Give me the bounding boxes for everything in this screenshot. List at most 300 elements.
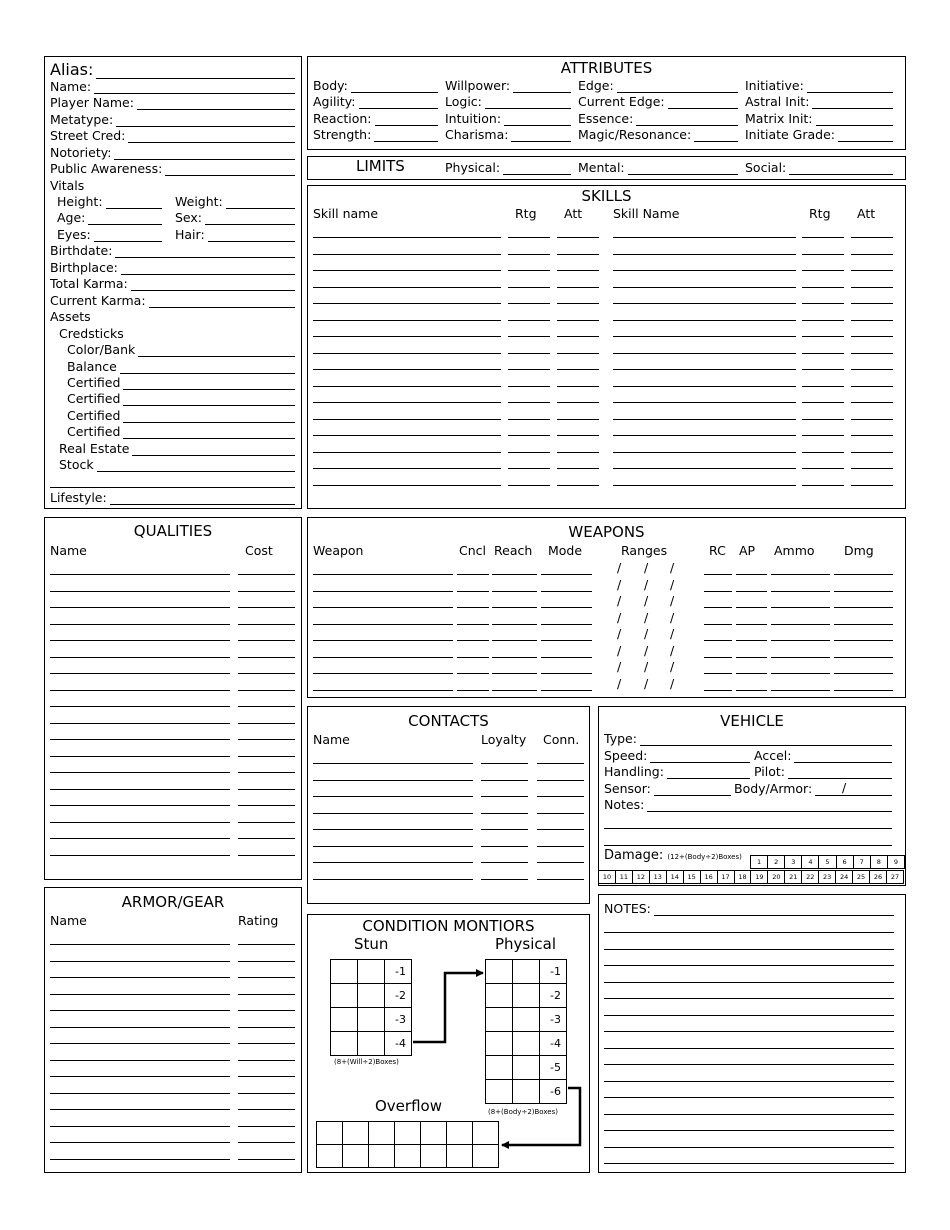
quality-row-line[interactable]	[50, 756, 230, 757]
skill-row-line[interactable]	[802, 320, 844, 321]
skill-row-line[interactable]	[613, 353, 796, 354]
weapon-row-line[interactable]	[541, 673, 592, 674]
damage-box[interactable]: 12	[632, 871, 649, 884]
skill-row-line[interactable]	[557, 452, 599, 453]
weapon-row-line[interactable]	[541, 657, 592, 658]
lifestyle-field[interactable]: Lifestyle:	[50, 490, 295, 505]
weapon-row-line[interactable]	[704, 574, 732, 575]
skill-row-line[interactable]	[557, 402, 599, 403]
skill-row-line[interactable]	[613, 386, 796, 387]
skill-row-line[interactable]	[851, 369, 893, 370]
player-name-field[interactable]: Player Name:	[50, 95, 295, 110]
essence-field[interactable]: Essence:	[578, 111, 738, 126]
armor-row-line[interactable]	[238, 1093, 295, 1094]
weapon-row-line[interactable]	[704, 591, 732, 592]
weapon-row-line[interactable]	[736, 591, 767, 592]
armor-row-line[interactable]	[238, 994, 295, 995]
quality-row-line[interactable]	[50, 607, 230, 608]
weapon-row-line[interactable]	[457, 591, 489, 592]
quality-row-line[interactable]	[238, 822, 295, 823]
armor-row-line[interactable]	[50, 1093, 230, 1094]
armor-row-line[interactable]	[50, 1010, 230, 1011]
damage-box[interactable]: 4	[802, 856, 819, 869]
weapon-row-line[interactable]	[457, 640, 489, 641]
skill-row-line[interactable]	[851, 254, 893, 255]
armor-row-line[interactable]	[238, 1060, 295, 1061]
skill-row-line[interactable]	[851, 287, 893, 288]
weight-field[interactable]: Weight:	[175, 194, 295, 209]
skill-row-line[interactable]	[613, 452, 796, 453]
balance-field[interactable]: Balance	[67, 359, 295, 374]
quality-row-line[interactable]	[238, 838, 295, 839]
skill-row-line[interactable]	[851, 303, 893, 304]
armor-row-line[interactable]	[50, 1142, 230, 1143]
skill-row-line[interactable]	[508, 402, 550, 403]
metatype-field[interactable]: Metatype:	[50, 112, 295, 127]
skill-row-line[interactable]	[508, 435, 550, 436]
logic-field[interactable]: Logic:	[445, 94, 571, 109]
intuition-field[interactable]: Intuition:	[445, 111, 571, 126]
weapon-row-line[interactable]	[736, 690, 767, 691]
quality-row-line[interactable]	[238, 723, 295, 724]
skill-row-line[interactable]	[313, 435, 501, 436]
weapon-row-line[interactable]	[457, 607, 489, 608]
damage-box[interactable]: 9	[887, 856, 904, 869]
armor-row-line[interactable]	[50, 1159, 230, 1160]
quality-row-line[interactable]	[238, 805, 295, 806]
weapon-row-line[interactable]	[704, 624, 732, 625]
skill-row-line[interactable]	[802, 303, 844, 304]
skill-row-line[interactable]	[508, 320, 550, 321]
skill-row-line[interactable]	[313, 254, 501, 255]
skill-row-line[interactable]	[802, 254, 844, 255]
vehicle-body-armor-field[interactable]: Body/Armor:	[734, 781, 892, 796]
armor-row-line[interactable]	[50, 961, 230, 962]
weapon-row-line[interactable]	[834, 607, 893, 608]
birthplace-field[interactable]: Birthplace:	[50, 260, 295, 275]
weapon-row-line[interactable]	[313, 607, 453, 608]
skill-row-line[interactable]	[557, 336, 599, 337]
weapon-row-line[interactable]	[771, 624, 830, 625]
damage-track-row-2[interactable]	[598, 870, 904, 884]
condition-box[interactable]: -2	[385, 984, 412, 1008]
quality-row-line[interactable]	[238, 772, 295, 773]
contact-row-line[interactable]	[481, 846, 528, 847]
notes-row-line[interactable]	[604, 1097, 894, 1098]
skill-row-line[interactable]	[851, 419, 893, 420]
reaction-field[interactable]: Reaction:	[313, 111, 438, 126]
contact-row-line[interactable]	[481, 763, 528, 764]
skill-row-line[interactable]	[802, 369, 844, 370]
skill-row-line[interactable]	[613, 485, 796, 486]
weapon-row-line[interactable]	[771, 591, 830, 592]
skill-row-line[interactable]	[313, 336, 501, 337]
condition-box[interactable]: -1	[385, 960, 412, 984]
damage-box[interactable]: 22	[802, 871, 819, 884]
weapon-row-line[interactable]	[313, 673, 453, 674]
skill-row-line[interactable]	[851, 320, 893, 321]
weapon-row-line[interactable]	[736, 574, 767, 575]
skill-row-line[interactable]	[508, 270, 550, 271]
skill-row-line[interactable]	[802, 287, 844, 288]
weapon-row-line[interactable]	[771, 673, 830, 674]
height-field[interactable]: Height:	[57, 194, 162, 209]
damage-box[interactable]: 23	[819, 871, 836, 884]
weapon-row-line[interactable]	[834, 657, 893, 658]
armor-row-line[interactable]	[50, 1076, 230, 1077]
notes-row-line[interactable]	[604, 1048, 894, 1049]
weapon-row-line[interactable]	[541, 574, 592, 575]
certified-field[interactable]: Certified	[67, 424, 295, 439]
armor-row-line[interactable]	[50, 1060, 230, 1061]
weapon-row-line[interactable]	[704, 673, 732, 674]
skill-row-line[interactable]	[802, 402, 844, 403]
armor-row-line[interactable]	[50, 977, 230, 978]
contact-row-line[interactable]	[481, 879, 528, 880]
skill-row-line[interactable]	[508, 419, 550, 420]
weapon-row-line[interactable]	[771, 607, 830, 608]
condition-box[interactable]: -6	[540, 1080, 567, 1104]
skill-row-line[interactable]	[851, 485, 893, 486]
weapon-row-line[interactable]	[736, 640, 767, 641]
contact-row-line[interactable]	[313, 846, 473, 847]
skill-row-line[interactable]	[802, 270, 844, 271]
alias-field[interactable]: Alias:	[50, 61, 295, 79]
public-awareness-field[interactable]: Public Awareness:	[50, 161, 295, 176]
contact-row-line[interactable]	[537, 780, 584, 781]
skill-row-line[interactable]	[802, 452, 844, 453]
damage-box[interactable]: 13	[649, 871, 666, 884]
skill-row-line[interactable]	[557, 303, 599, 304]
contact-row-line[interactable]	[537, 862, 584, 863]
weapon-row-line[interactable]	[492, 591, 537, 592]
damage-box[interactable]: 1	[751, 856, 768, 869]
skill-row-line[interactable]	[557, 287, 599, 288]
skill-row-line[interactable]	[851, 468, 893, 469]
quality-row-line[interactable]	[50, 855, 230, 856]
skill-row-line[interactable]	[508, 254, 550, 255]
armor-row-line[interactable]	[50, 1109, 230, 1110]
contact-row-line[interactable]	[537, 829, 584, 830]
vehicle-notes-field[interactable]: Notes:	[604, 797, 892, 812]
edge-field[interactable]: Edge:	[578, 78, 738, 93]
skill-row-line[interactable]	[508, 353, 550, 354]
color-bank-field[interactable]: Color/Bank	[67, 342, 295, 357]
skill-row-line[interactable]	[851, 270, 893, 271]
matrix-init-field[interactable]: Matrix Init:	[745, 111, 893, 126]
initiate-grade-field[interactable]: Initiate Grade:	[745, 127, 893, 142]
initiative-field[interactable]: Initiative:	[745, 78, 893, 93]
notoriety-field[interactable]: Notoriety:	[50, 145, 295, 160]
damage-box[interactable]: 8	[870, 856, 887, 869]
condition-box[interactable]: -2	[540, 984, 567, 1008]
skill-row-line[interactable]	[557, 270, 599, 271]
magic-resonance-field[interactable]: Magic/Resonance:	[578, 127, 738, 142]
quality-row-line[interactable]	[50, 673, 230, 674]
skill-row-line[interactable]	[613, 287, 796, 288]
weapon-row-line[interactable]	[492, 657, 537, 658]
physical-limit-field[interactable]: Physical:	[445, 160, 571, 175]
quality-row-line[interactable]	[50, 591, 230, 592]
condition-box[interactable]: -3	[540, 1008, 567, 1032]
age-field[interactable]: Age:	[57, 210, 162, 225]
skill-row-line[interactable]	[313, 237, 501, 238]
agility-field[interactable]: Agility:	[313, 94, 438, 109]
social-limit-field[interactable]: Social:	[745, 160, 893, 175]
weapon-row-line[interactable]	[834, 690, 893, 691]
contact-row-line[interactable]	[537, 796, 584, 797]
weapon-row-line[interactable]	[313, 624, 453, 625]
contact-row-line[interactable]	[537, 846, 584, 847]
weapon-row-line[interactable]	[834, 640, 893, 641]
quality-row-line[interactable]	[50, 706, 230, 707]
skill-row-line[interactable]	[313, 287, 501, 288]
skill-row-line[interactable]	[802, 237, 844, 238]
armor-row-line[interactable]	[238, 1043, 295, 1044]
skill-row-line[interactable]	[851, 336, 893, 337]
notes-row-line[interactable]	[604, 932, 894, 933]
skill-row-line[interactable]	[508, 287, 550, 288]
vehicle-sensor-field[interactable]: Sensor:	[604, 781, 731, 796]
weapon-row-line[interactable]	[704, 640, 732, 641]
damage-box[interactable]: 7	[853, 856, 870, 869]
body-field[interactable]: Body:	[313, 78, 438, 93]
contact-row-line[interactable]	[481, 862, 528, 863]
damage-box[interactable]: 25	[853, 871, 870, 884]
skill-row-line[interactable]	[313, 320, 501, 321]
weapon-row-line[interactable]	[457, 574, 489, 575]
notes-row-line[interactable]	[604, 1015, 894, 1016]
current-edge-field[interactable]: Current Edge:	[578, 94, 738, 109]
weapon-row-line[interactable]	[313, 574, 453, 575]
willpower-field[interactable]: Willpower:	[445, 78, 571, 93]
condition-box[interactable]: -3	[385, 1008, 412, 1032]
damage-box[interactable]: 24	[836, 871, 853, 884]
skill-row-line[interactable]	[313, 303, 501, 304]
skill-row-line[interactable]	[613, 254, 796, 255]
skill-row-line[interactable]	[313, 419, 501, 420]
skill-row-line[interactable]	[557, 419, 599, 420]
birthdate-field[interactable]: Birthdate:	[50, 243, 295, 258]
damage-box[interactable]: 2	[768, 856, 785, 869]
skill-row-line[interactable]	[802, 485, 844, 486]
astral-init-field[interactable]: Astral Init:	[745, 94, 893, 109]
skill-row-line[interactable]	[313, 270, 501, 271]
weapon-row-line[interactable]	[771, 640, 830, 641]
quality-row-line[interactable]	[50, 739, 230, 740]
armor-row-line[interactable]	[238, 1010, 295, 1011]
weapon-row-line[interactable]	[771, 657, 830, 658]
damage-box[interactable]: 14	[666, 871, 683, 884]
skill-row-line[interactable]	[613, 435, 796, 436]
quality-row-line[interactable]	[238, 789, 295, 790]
hair-field[interactable]: Hair:	[175, 227, 295, 242]
damage-box[interactable]: 6	[836, 856, 853, 869]
notes-row-line[interactable]	[604, 1163, 894, 1164]
skill-row-line[interactable]	[851, 452, 893, 453]
skill-row-line[interactable]	[613, 237, 796, 238]
weapon-row-line[interactable]	[492, 673, 537, 674]
quality-row-line[interactable]	[238, 607, 295, 608]
weapon-row-line[interactable]	[704, 690, 732, 691]
contact-row-line[interactable]	[313, 879, 473, 880]
name-field[interactable]: Name:	[50, 79, 295, 94]
notes-field[interactable]: NOTES:	[604, 901, 894, 916]
damage-box[interactable]: 27	[886, 871, 903, 884]
weapon-row-line[interactable]	[834, 673, 893, 674]
skill-row-line[interactable]	[802, 386, 844, 387]
skill-row-line[interactable]	[613, 468, 796, 469]
weapon-row-line[interactable]	[457, 624, 489, 625]
skill-row-line[interactable]	[613, 402, 796, 403]
notes-row-line[interactable]	[604, 998, 894, 999]
skill-row-line[interactable]	[557, 485, 599, 486]
contact-row-line[interactable]	[481, 813, 528, 814]
skill-row-line[interactable]	[851, 386, 893, 387]
damage-box[interactable]: 19	[751, 871, 768, 884]
armor-row-line[interactable]	[50, 944, 230, 945]
damage-box[interactable]: 17	[717, 871, 734, 884]
certified-field[interactable]: Certified	[67, 375, 295, 390]
skill-row-line[interactable]	[313, 353, 501, 354]
quality-row-line[interactable]	[238, 640, 295, 641]
contact-row-line[interactable]	[313, 763, 473, 764]
skill-row-line[interactable]	[557, 369, 599, 370]
skill-row-line[interactable]	[802, 353, 844, 354]
certified-field[interactable]: Certified	[67, 408, 295, 423]
vehicle-accel-field[interactable]: Accel:	[754, 748, 892, 763]
skill-row-line[interactable]	[613, 320, 796, 321]
quality-row-line[interactable]	[50, 772, 230, 773]
skill-row-line[interactable]	[802, 419, 844, 420]
skill-row-line[interactable]	[851, 402, 893, 403]
sex-field[interactable]: Sex:	[175, 210, 295, 225]
quality-row-line[interactable]	[50, 723, 230, 724]
skill-row-line[interactable]	[508, 336, 550, 337]
skill-row-line[interactable]	[313, 369, 501, 370]
weapon-row-line[interactable]	[492, 574, 537, 575]
weapon-row-line[interactable]	[492, 607, 537, 608]
quality-row-line[interactable]	[50, 640, 230, 641]
contact-row-line[interactable]	[313, 862, 473, 863]
skill-row-line[interactable]	[508, 303, 550, 304]
contact-row-line[interactable]	[313, 829, 473, 830]
blank-line[interactable]	[50, 487, 295, 488]
skill-row-line[interactable]	[613, 270, 796, 271]
skill-row-line[interactable]	[851, 237, 893, 238]
damage-box[interactable]: 15	[683, 871, 700, 884]
quality-row-line[interactable]	[50, 690, 230, 691]
weapon-row-line[interactable]	[541, 640, 592, 641]
damage-box[interactable]: 3	[785, 856, 802, 869]
weapon-row-line[interactable]	[771, 574, 830, 575]
eyes-field[interactable]: Eyes:	[57, 227, 162, 242]
skill-row-line[interactable]	[557, 468, 599, 469]
weapon-row-line[interactable]	[541, 690, 592, 691]
current-karma-field[interactable]: Current Karma:	[50, 293, 295, 308]
stock-field[interactable]: Stock	[59, 457, 295, 472]
skill-row-line[interactable]	[613, 336, 796, 337]
notes-row-line[interactable]	[604, 1081, 894, 1082]
real-estate-field[interactable]: Real Estate	[59, 441, 295, 456]
weapon-row-line[interactable]	[313, 640, 453, 641]
armor-row-line[interactable]	[238, 961, 295, 962]
condition-box[interactable]: -4	[540, 1032, 567, 1056]
skill-row-line[interactable]	[508, 237, 550, 238]
vehicle-type-field[interactable]: Type:	[604, 731, 892, 746]
weapon-row-line[interactable]	[457, 690, 489, 691]
skill-row-line[interactable]	[557, 353, 599, 354]
weapon-row-line[interactable]	[492, 640, 537, 641]
skill-row-line[interactable]	[508, 468, 550, 469]
damage-box[interactable]: 18	[734, 871, 751, 884]
skill-row-line[interactable]	[557, 254, 599, 255]
strength-field[interactable]: Strength:	[313, 127, 438, 142]
weapon-row-line[interactable]	[541, 624, 592, 625]
weapon-row-line[interactable]	[313, 690, 453, 691]
weapon-row-line[interactable]	[736, 673, 767, 674]
quality-row-line[interactable]	[50, 805, 230, 806]
weapon-row-line[interactable]	[704, 607, 732, 608]
skill-row-line[interactable]	[313, 386, 501, 387]
weapon-row-line[interactable]	[457, 657, 489, 658]
armor-row-line[interactable]	[50, 1126, 230, 1127]
armor-row-line[interactable]	[238, 1076, 295, 1077]
skill-row-line[interactable]	[802, 336, 844, 337]
skill-row-line[interactable]	[613, 369, 796, 370]
vehicle-handling-field[interactable]: Handling:	[604, 764, 750, 779]
total-karma-field[interactable]: Total Karma:	[50, 276, 295, 291]
vehicle-notes-line[interactable]	[604, 828, 892, 829]
notes-row-line[interactable]	[604, 1130, 894, 1131]
weapon-row-line[interactable]	[313, 591, 453, 592]
armor-row-line[interactable]	[238, 1109, 295, 1110]
weapon-row-line[interactable]	[313, 657, 453, 658]
skill-row-line[interactable]	[313, 402, 501, 403]
weapon-row-line[interactable]	[736, 607, 767, 608]
skill-row-line[interactable]	[313, 468, 501, 469]
contact-row-line[interactable]	[481, 796, 528, 797]
armor-row-line[interactable]	[238, 1027, 295, 1028]
skill-row-line[interactable]	[851, 353, 893, 354]
charisma-field[interactable]: Charisma:	[445, 127, 571, 142]
vehicle-speed-field[interactable]: Speed:	[604, 748, 750, 763]
weapon-row-line[interactable]	[704, 657, 732, 658]
contact-row-line[interactable]	[313, 780, 473, 781]
damage-box[interactable]: 11	[615, 871, 632, 884]
contact-row-line[interactable]	[313, 813, 473, 814]
weapon-row-line[interactable]	[771, 690, 830, 691]
condition-box[interactable]: -4	[385, 1032, 412, 1056]
skill-row-line[interactable]	[802, 468, 844, 469]
skill-row-line[interactable]	[508, 369, 550, 370]
skill-row-line[interactable]	[508, 452, 550, 453]
notes-row-line[interactable]	[604, 982, 894, 983]
weapon-row-line[interactable]	[541, 607, 592, 608]
quality-row-line[interactable]	[50, 838, 230, 839]
contact-row-line[interactable]	[481, 780, 528, 781]
contact-row-line[interactable]	[537, 879, 584, 880]
skill-row-line[interactable]	[508, 386, 550, 387]
quality-row-line[interactable]	[50, 657, 230, 658]
notes-row-line[interactable]	[604, 1031, 894, 1032]
armor-row-line[interactable]	[50, 994, 230, 995]
armor-row-line[interactable]	[238, 944, 295, 945]
quality-row-line[interactable]	[238, 574, 295, 575]
armor-row-line[interactable]	[238, 1126, 295, 1127]
quality-row-line[interactable]	[238, 690, 295, 691]
notes-row-line[interactable]	[604, 1064, 894, 1065]
